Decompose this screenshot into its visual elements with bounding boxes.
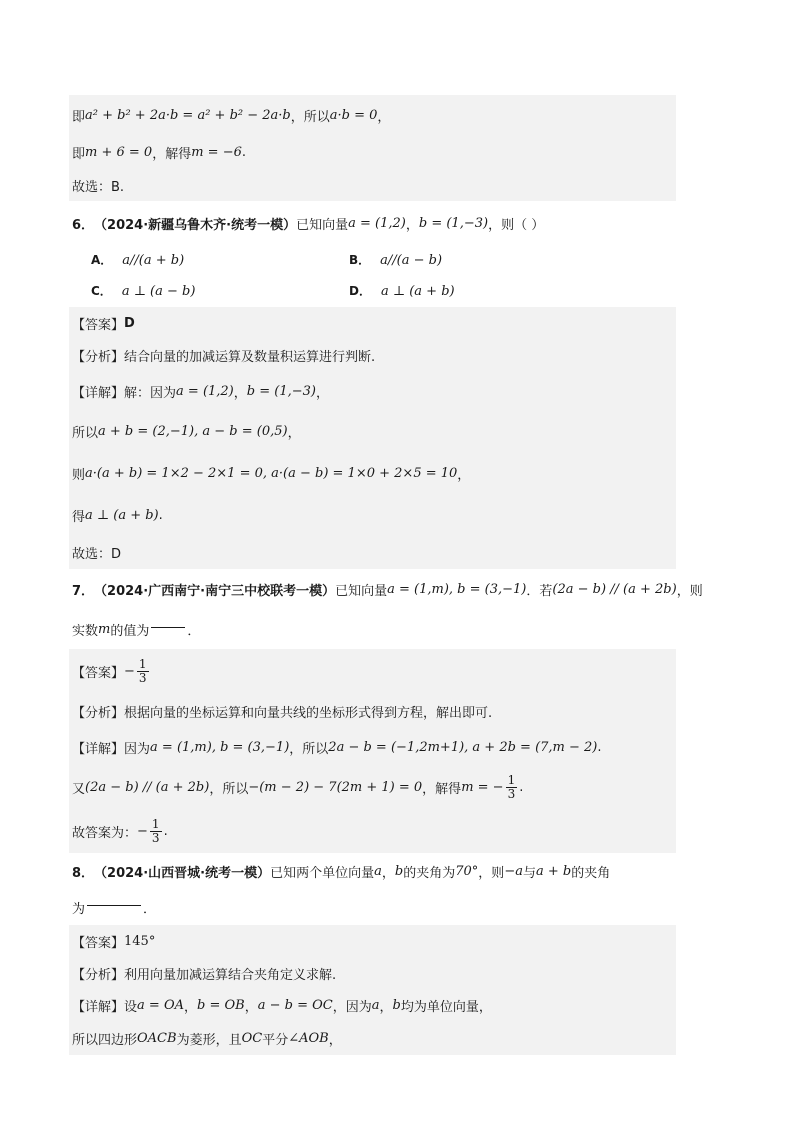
text: 平分	[262, 1032, 289, 1048]
text: ，	[381, 865, 395, 881]
text: 因为	[124, 741, 151, 757]
question-7-stem-line-2	[69, 609, 676, 649]
option-label: B．	[349, 253, 371, 267]
text: ，	[287, 425, 301, 441]
final-answer	[69, 535, 676, 569]
question-number: 8．	[72, 865, 95, 881]
math-expression: 2a − b = (−1,2m+1), a + 2b = (7,m − 2)	[328, 739, 598, 755]
text: .	[158, 507, 163, 523]
denominator: 3	[151, 830, 160, 845]
numerator: 1	[138, 656, 147, 671]
math-expression: a = (1,2)	[348, 215, 406, 231]
math-expression: m	[98, 621, 111, 637]
math-expression: a·b = 0	[329, 107, 378, 123]
text: 即	[72, 109, 86, 125]
question-7-solution	[69, 649, 676, 853]
text: 已知向量	[335, 583, 388, 599]
answer-line	[69, 307, 676, 339]
text: ，所以	[209, 781, 249, 797]
text: 故选：D	[72, 546, 122, 562]
math-expression: b = (1,−3)	[246, 383, 316, 399]
math-expression: a = (1,m), b = (3,−1)	[387, 581, 527, 597]
analysis-line	[69, 957, 676, 989]
math-expression: a² + b² + 2a·b = a² + b² − 2a·b	[85, 107, 291, 123]
answer-sign: −	[124, 663, 135, 679]
math-expression: 70°	[455, 863, 479, 879]
text: 则	[72, 467, 86, 483]
analysis-text: 结合向量的加减运算及数量积运算进行判断.	[124, 349, 376, 365]
prev-solution-block	[69, 95, 676, 201]
math-expression: a = (1,2)	[176, 383, 234, 399]
prev-answer	[69, 169, 676, 201]
fraction	[506, 774, 518, 801]
fraction	[150, 818, 162, 845]
question-8-solution	[69, 925, 676, 1055]
detail-line-1	[69, 989, 676, 1021]
text: ．若	[526, 583, 553, 599]
final-answer	[69, 809, 676, 853]
math-expression: b	[394, 863, 404, 879]
text: .	[519, 779, 524, 795]
text: 已知向量	[296, 217, 349, 233]
text: 为	[72, 901, 86, 917]
answer-tag: 【答案】	[72, 665, 125, 681]
answer-tag: 【答案】	[72, 935, 125, 951]
prev-line-1	[69, 95, 676, 135]
text: .	[597, 739, 602, 755]
text: 与	[522, 865, 536, 881]
math-expression: a·(a + b) = 1×2 − 2×1 = 0, a·(a − b) = 1×0 + 2×5 = 10	[85, 465, 458, 481]
text: ，则	[676, 583, 703, 599]
detail-line-4	[69, 495, 676, 535]
detail-line-2	[69, 765, 676, 809]
detail-line-2	[69, 411, 676, 451]
text: 解：因为	[124, 385, 177, 401]
option-a[interactable]	[91, 251, 184, 268]
answer-blank[interactable]	[87, 905, 141, 906]
analysis-tag: 【分析】	[72, 349, 125, 365]
math-expression: m = −6	[191, 144, 242, 160]
analysis-line	[69, 693, 676, 729]
text: ，	[315, 385, 329, 401]
detail-tag: 【详解】	[72, 385, 125, 401]
text: 即	[72, 146, 86, 162]
analysis-tag: 【分析】	[72, 967, 125, 983]
math-expression: (2a − b) // (a + 2b)	[85, 779, 210, 795]
text: .	[163, 823, 168, 839]
text: .	[241, 144, 247, 160]
text: 所以四边形	[72, 1032, 138, 1048]
text: 又	[72, 781, 86, 797]
answer-value: 145°	[124, 933, 156, 949]
denominator: 3	[507, 786, 516, 801]
document-page	[69, 95, 703, 1055]
option-label: C．	[91, 284, 112, 298]
text: ，所以	[289, 741, 329, 757]
text: ，	[379, 999, 393, 1015]
math-expression: a + b	[535, 863, 572, 879]
detail-tag: 【详解】	[72, 741, 125, 757]
question-source: （2024·新疆乌鲁木齐·统考一模）	[94, 217, 297, 233]
math-expression: m + 6 = 0	[85, 144, 153, 160]
answer-line	[69, 649, 676, 693]
question-6-options	[69, 245, 676, 307]
text: 的夹角	[571, 865, 611, 881]
answer-fraction	[137, 658, 149, 685]
text: ，	[244, 999, 258, 1015]
math-expression: −(m − 2) − 7(2m + 1) = 0	[248, 779, 423, 795]
text: 故选：B.	[72, 179, 125, 195]
math-expression: a = OA	[137, 997, 184, 1013]
math-expression: b = OB	[197, 997, 245, 1013]
option-text: a//(a − b)	[380, 253, 443, 268]
detail-line-1	[69, 371, 676, 411]
question-6-solution	[69, 307, 676, 569]
text: ，因为	[332, 999, 372, 1015]
text: ，	[457, 467, 471, 483]
numerator: 1	[507, 772, 516, 787]
text: 得	[72, 509, 86, 525]
text: ，则	[478, 865, 505, 881]
text: ．	[143, 901, 157, 917]
text: ，	[377, 109, 391, 125]
math-expression: a ⊥ (a + b)	[85, 507, 159, 523]
text: ，	[405, 217, 419, 233]
prev-line-2	[69, 135, 676, 169]
math-expression: OC	[241, 1030, 263, 1046]
detail-line-3	[69, 451, 676, 495]
answer-blank[interactable]	[151, 627, 185, 628]
text: 为菱形，且	[176, 1032, 242, 1048]
option-label: D．	[349, 284, 371, 298]
analysis-text: 利用向量加减运算结合夹角定义求解.	[124, 967, 337, 983]
math-expression: −a	[504, 863, 523, 879]
numerator: 1	[151, 816, 160, 831]
question-number: 6．	[72, 217, 95, 233]
option-text: a//(a + b)	[122, 253, 185, 268]
question-6-stem	[69, 201, 676, 245]
option-b[interactable]	[349, 251, 442, 268]
text: ，所以	[290, 109, 330, 125]
answer-tag: 【答案】	[72, 317, 125, 333]
text: 的值为	[110, 623, 150, 639]
analysis-text: 根据向量的坐标运算和向量共线的坐标形式得到方程，解出即可.	[124, 705, 493, 721]
math-expression: OACB	[137, 1030, 177, 1046]
option-label: A．	[91, 253, 113, 267]
text: ，解得	[422, 781, 462, 797]
denominator: 3	[138, 670, 147, 685]
detail-tag: 【详解】	[72, 999, 125, 1015]
option-c[interactable]	[91, 282, 195, 299]
text: 已知两个单位向量	[270, 865, 375, 881]
text: 的夹角为	[403, 865, 456, 881]
question-8-stem	[69, 853, 676, 889]
question-7-stem	[69, 569, 703, 609]
text: 实数	[72, 623, 99, 639]
math-expression: m = −	[461, 779, 504, 795]
option-text: a ⊥ (a + b)	[380, 284, 455, 299]
text: 设	[124, 999, 138, 1015]
math-expression: a	[371, 997, 380, 1013]
option-text: a ⊥ (a − b)	[121, 284, 196, 299]
analysis-line	[69, 339, 676, 371]
question-number: 7．	[72, 583, 95, 599]
math-expression: a = (1,m), b = (3,−1)	[150, 739, 290, 755]
detail-line-1	[69, 729, 676, 765]
text: ．	[187, 623, 201, 639]
text: 故答案为：	[72, 825, 138, 841]
detail-line-2	[69, 1021, 676, 1055]
math-expression: b	[392, 997, 401, 1013]
math-expression: ∠AOB	[288, 1030, 329, 1046]
math-expression: b = (1,−3)	[418, 215, 489, 231]
answer-sign: −	[137, 823, 148, 839]
text: ，解得	[152, 146, 192, 162]
text: ，则（ ）	[488, 217, 545, 233]
analysis-tag: 【分析】	[72, 705, 125, 721]
question-8-stem-line-2	[69, 889, 676, 925]
answer-value: D	[124, 315, 135, 331]
answer-line	[69, 925, 676, 957]
math-expression: a	[374, 863, 382, 879]
question-source: （2024·山西晋城·统考一模）	[94, 865, 271, 881]
text: ，	[328, 1032, 342, 1048]
math-expression: (2a − b) // (a + 2b)	[552, 581, 677, 597]
text: ，	[233, 385, 247, 401]
text: ，	[184, 999, 198, 1015]
math-expression: a + b = (2,−1), a − b = (0,5)	[98, 423, 288, 439]
math-expression: a − b = OC	[257, 997, 333, 1013]
text: 所以	[72, 425, 99, 441]
question-source: （2024·广西南宁·南宁三中校联考一模）	[94, 583, 336, 599]
text: 均为单位向量，	[400, 999, 492, 1015]
option-d[interactable]	[349, 282, 455, 299]
